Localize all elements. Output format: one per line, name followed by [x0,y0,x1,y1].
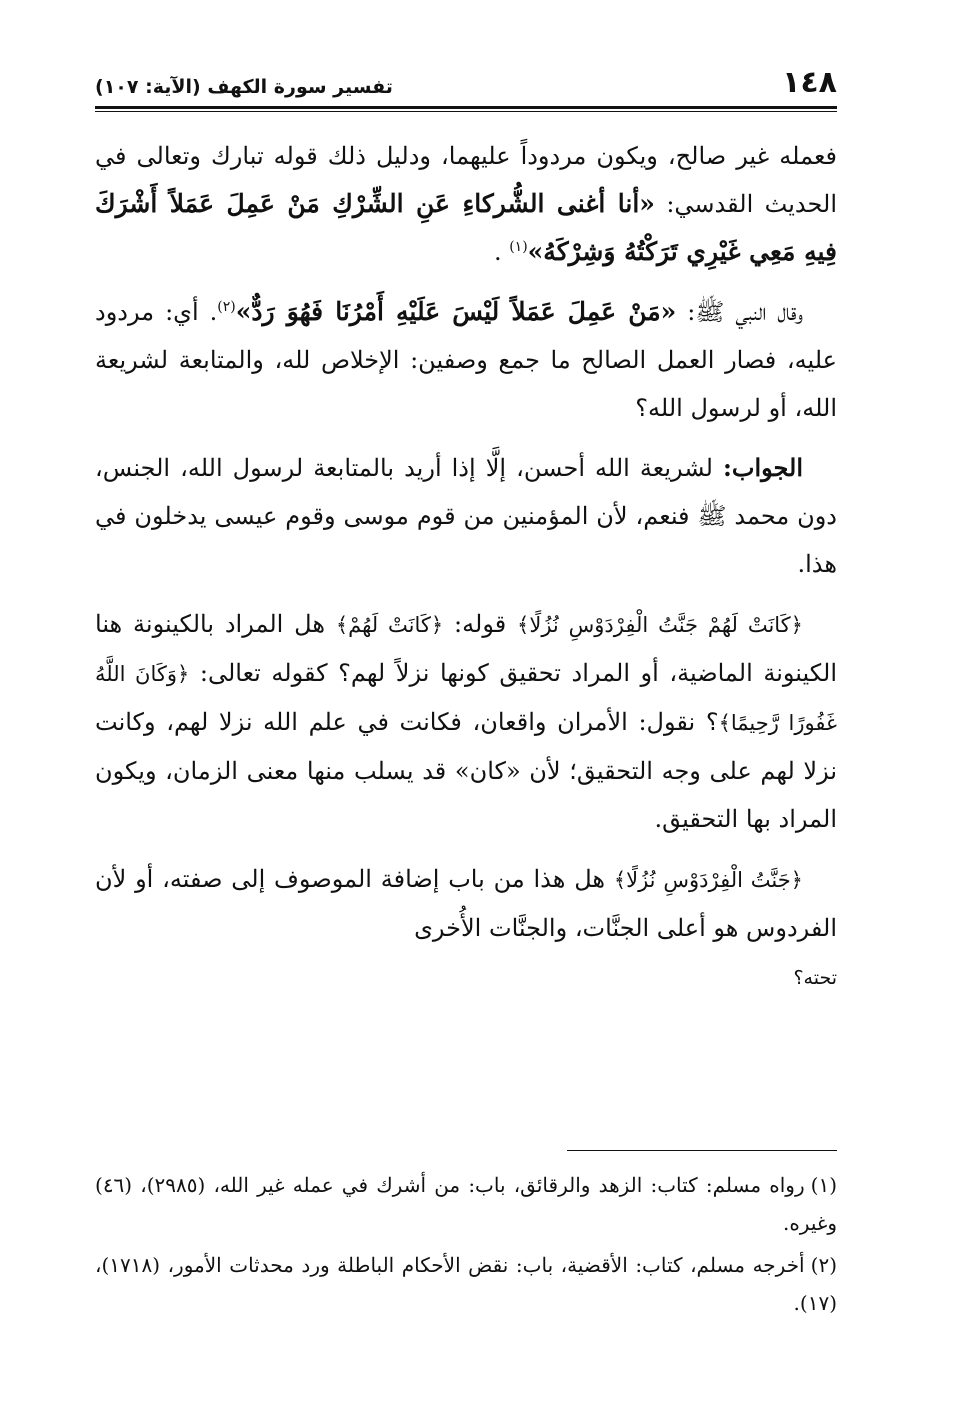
paragraph-text: ؟ نقول: الأمران واقعان، فكانت في علم الله نزلا لهم، وكانت نزلا لهم على وجه التحقيق؛ لأن «كان» قد يسلب منها معنى الزمان، ويكون المراد بها التحقيق. [95,708,837,833]
quran-verse: ﴿جَنَّتُ الْفِرْدَوْسِ نُزُلًا﴾ [613,868,803,892]
header-rule-thick [95,106,837,109]
footnote-text: أخرجه مسلم، كتاب: الأقضية، باب: نقض الأحكام الباطلة ورد محدثات الأمور، (١٧١٨)، (١٧). [95,1253,837,1315]
footnote-marker: (١) [509,239,528,255]
footnote-1 [95,1166,837,1242]
quran-verse: ﴿كَانَتْ لَهُمْ﴾ [335,613,444,637]
page-body [95,132,837,1002]
footnote-2 [95,1246,837,1322]
paragraph-5 [95,855,837,1002]
quran-verse: ﴿وَكَانَ اللَّهُ غَفُورًا رَّحِيمًا﴾ [95,662,837,735]
answer-label: الجواب: [723,453,803,482]
paragraph-4 [95,600,837,843]
page-header [95,58,837,104]
paragraph-text: فعمله غير صالح، ويكون مردوداً عليهما، ودليل ذلك قوله تبارك وتعالى في الحديث القدسي: [95,142,837,218]
paragraph-2 [95,288,837,432]
paragraph-text: هل هذا من باب إضافة الموصوف إلى صفته، أو لأن الفردوس هو أعلى الجنَّات، والجنَّات الأُخرى [95,865,837,942]
paragraph-3 [95,444,837,588]
hadith-quote: «أنا أغنى الشُّركاءِ عَنِ الشِّرْكِ مَنْ عَمِلَ عَمَلاً أَشْرَكَ فِيهِ مَعِي غَيْرِي تَرَكْتُهُ وَشِرْكَهُ» [95,189,837,266]
footnote-number: (٢) [810,1253,837,1277]
book-page [95,58,837,1378]
paragraph-text: تحته؟ [793,967,837,989]
footnote-marker: (٢) [217,299,236,315]
quran-verse: ﴿كَانَتْ لَهُمْ جَنَّتُ الْفِرْدَوْسِ نُزُلًا﴾ [517,613,803,637]
paragraph-text: لشريعة الله أحسن، إلَّا إذا أريد بالمتابعة لرسول الله، الجنس، دون محمد ﷺ فنعم، لأن المؤمنين من قوم موسى وقوم عيسى يدخلون في هذا. [95,454,837,578]
footnote-text: رواه مسلم: كتاب: الزهد والرقائق، باب: من أشرك في عمله غير الله، (٢٩٨٥)، (٤٦) وغيره. [95,1173,837,1235]
paragraph-text: وقال النبي ﷺ: [676,298,803,326]
hadith-quote: «مَنْ عَمِلَ عَمَلاً لَيْسَ عَلَيْهِ أَمْرُنَا فَهُوَ رَدٌّ» [235,297,677,326]
page-number: ١٤٨ [782,65,837,100]
footnotes [95,1166,837,1326]
paragraph-text: قوله: [443,610,518,638]
paragraph-text: هل المراد بالكينونة هنا الكينونة الماضية، أو المراد تحقيق كونها نزلاً لهم؟ كقوله تعالى: [95,610,838,687]
footnote-separator [567,1150,837,1151]
running-title: تفسير سورة الكهف (الآية: ١٠٧) [95,76,393,98]
paragraph-text: . [493,238,510,266]
footnote-number: (١) [810,1173,837,1197]
header-rule-thin [95,111,837,112]
paragraph-1 [95,132,837,276]
paragraph-text: . أي: مردود عليه، فصار العمل الصالح ما جمع وصفين: الإخلاص لله، والمتابعة لشريعة الله، أو لرسول الله؟ [95,298,837,422]
